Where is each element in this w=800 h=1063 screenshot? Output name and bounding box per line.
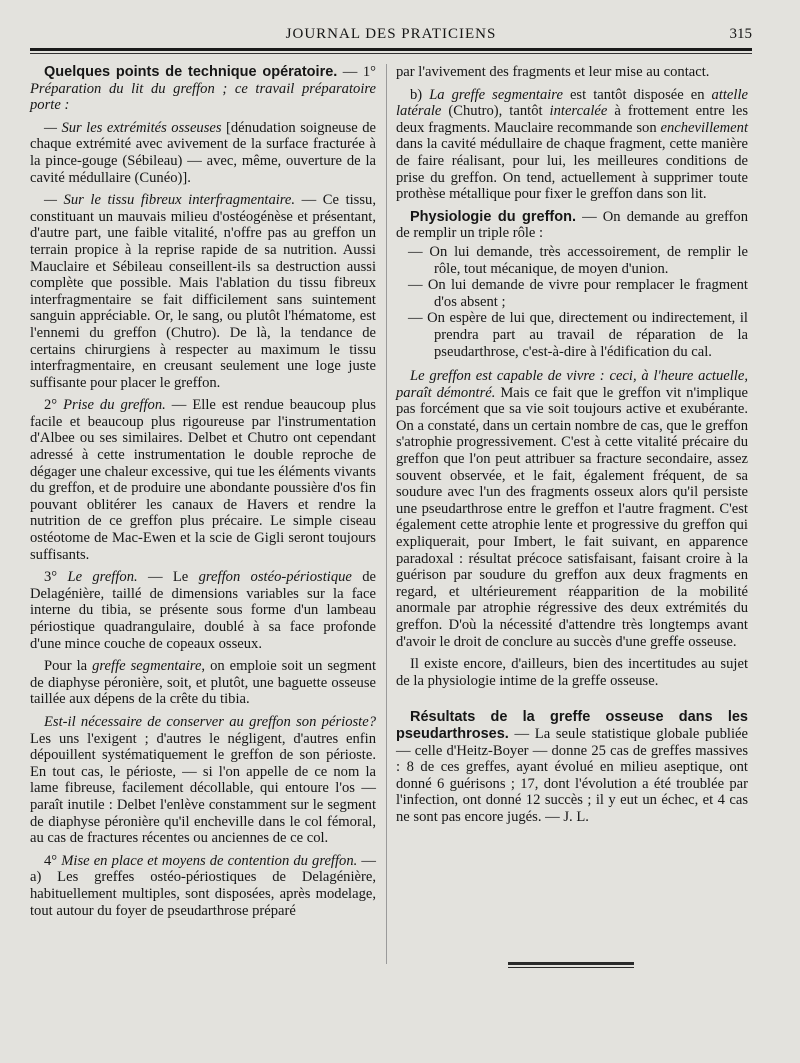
section-technique: Quelques points de technique opératoire. — 1° Préparation du lit du greffon ; ce travail préparatoire porte : (30, 64, 377, 114)
role-item-2: — On lui demande de vivre pour remplacer le fragment d'os absent ; (408, 277, 748, 310)
paragraph-tissu-fibreux: — Sur le tissu fibreux interfragmentaire. — Ce tissu, constituant un mauvais milieu d'ostéogénèse et présentant, d'autre part, une faible vitalité, n'offre pas au greffon un terrain propice à la reprise rapide de sa nutrition. Aussi Mauclaire et Sébileau conseillent-ils sa destruction aussi complète que possible. Mais l'ablation du tissu fibreux interfragmentaire se fait difficilement sans suintement sanguin appréciable. Or, le sang, ou plutôt l'hématome, est l'ennemi du greffon (Chutro). De là, la tendance de certains chirurgiens à respecter au maximum le tissu interfragmentaire, en creusant seulement une loge juste suffisante pour placer le greffon. (30, 192, 376, 391)
paragraph-le-greffon: 3° Le greffon. — Le greffon ostéo-périostique de Delagénière, taillé de dimensions variables sur la face interne du tibia, se présente sous forme d'un lambeau périostique quadrangulaire, doublé à sa face profonde d'une mince couche de copeaux osseux. (30, 569, 377, 652)
paragraph-incertitudes: Il existe encore, d'ailleurs, bien des incertitudes au sujet de la physiologie intime de la greffe osseuse. (396, 656, 748, 689)
paragraph-vitalite: Le greffon est capable de vivre : ceci, à l'heure actuelle, paraît démontré. Mais ce fait que le greffon vit n'implique pas forcément que sa vie soit toujours active et exubérante. On a constaté, dans un certain nombre de cas, que le greffon s'atrophie progressivement. C'est à cette vitalité précaire du greffon que l'on peut attribuer sa fracture secondaire, assez souvent observée, et le fait, également fréquent, de sa soudure avec l'un des fragments osseux alors qu'il persiste une pseudarthrose entre le greffon et l'autre fragment. C'est également cette atrophie lente et progressive du greffon qui expliquerait, pour Imbert, le fait suivant, en apparence paradoxal : résultat précoce satisfaisant, faisant croire à la guérison par soudure du greffon aux deux fragments en regard, et ultérieurement réapparition de la mobilité anormale par atrophie régressive des deux extrémités du greffon. D'où la nécessité d'attendre très longtemps avant d'avoir le droit de conclure au succès d'une greffe osseuse. (396, 368, 748, 650)
end-rule-thin (508, 967, 634, 968)
left-column (30, 64, 376, 925)
paragraph-greffe-segmentaire-b: b) La greffe segmentaire est tantôt disposée en attelle latérale (Chutro), tantôt intercalée à frottement entre les deux fragments. Mauclaire recommande son enchevillement dans la cavité médullaire de chaque fragment, cette manière de faire réalisant, pour lui, les meilleures conditions de prise du greffon. On tend, actuellement à supprimer toute prothèse métallique pour fixer le greffon dans son lit. (396, 86, 748, 203)
section-physiologie: Physiologie du greffon. — On demande au greffon de remplir un triple rôle : (396, 208, 748, 242)
paragraph-avivement: par l'avivement des fragments et leur mise au contact. (396, 64, 710, 80)
paragraph-mise-en-place: 4° Mise en place et moyens de contention du greffon. — a) Les greffes ostéo-périostiques de Delagénière, habituellement multiples, sont disposées, après modelage, tout autour du foyer de pseudarthrose préparé (30, 852, 376, 919)
paragraph-perioste: Est-il nécessaire de conserver au greffon son périoste? Les uns l'exigent ; d'autres le négligent, d'autres enfin dépouillent systématiquement le greffon de son périoste. En tout cas, le périoste, — si l'on appelle de ce nom la lame fibreuse, facilement décollable, qui entoure l'os — paraît inutile : Delbet l'enlève constamment sur le segment de diaphyse péronière qu'il encheville dans le col fémoral, au cas de fractures récentes ou anciennes de ce col. (30, 713, 376, 847)
section-resultats: Résultats de la greffe osseuse dans les pseudarthroses. — La seule statistique globale publiée — celle d'Heitz-Boyer — donne 25 cas de greffes massives : 8 de ces greffes, ayant évolué en milieu aseptique, ont donné 6 guérisons ; 17, dont l'évolution a été troublée par l'infection, ont donné 12 succès ; il y eut un échec, et 4 cas ne sont pas encore jugés. — J. L. (396, 709, 748, 825)
right-column (396, 64, 748, 832)
journal-title: JOURNAL DES PRATICIENS (285, 26, 497, 42)
end-rule (508, 962, 634, 965)
heading-resultats: Résultats de la greffe osseuse dans les pseudarthroses. (396, 709, 748, 742)
page-header (30, 24, 752, 48)
paragraph-extremites: — Sur les extrémités osseuses [dénudation soigneuse de chaque extrémité avec avivement de la surface fracturée à la pince-gouge (Sébileau) — avec, même, ouverture de la cavité médullaire (Cunéo)]. (30, 119, 376, 186)
subheading-preparation: Préparation du lit du greffon ; ce travail préparatoire porte : (30, 80, 376, 114)
role-item-1: — On lui demande, très accessoirement, de remplir le rôle, tout mécanique, de moyen d'union. (408, 243, 748, 277)
heading-physiologie: Physiologie du greffon. (410, 208, 576, 225)
header-rule-thin (30, 53, 752, 54)
header-rule (30, 48, 752, 51)
column-divider (386, 64, 387, 964)
heading-technique: Quelques points de technique opératoire. (44, 64, 338, 80)
paragraph-greffe-segmentaire: Pour la greffe segmentaire, on emploie soit un segment de diaphyse péronière, soit, et plutôt, une baguette osseuse taillée aux dépens de la crête du tibia. (30, 658, 377, 708)
paragraph-prise-greffon: 2° Prise du greffon. — Elle est rendue beaucoup plus facile et beaucoup plus rigoureuse par l'instrumentation d'Albee ou ses similaires. Delbet et Chutro ont cependant adressé à cette instrumentation le double reproche de dégager une chaleur excessive, qui tue les éléments vivants du greffon, et de produire une abondante poussière d'os fin pouvant oblitérer les canaux de Havers et rendre la nutrition de ce greffon plus précaire. Le simple ciseau ostéotome de Mac-Ewen et la scie de Gigli seront toujours suffisants. (30, 397, 376, 563)
role-item-3: — On espère de lui que, directement ou indirectement, il prendra part au travail de réparation de la pseudarthrose, c'est-à-dire à l'édification du cal. (408, 310, 748, 360)
page-number: 315 (729, 26, 752, 42)
